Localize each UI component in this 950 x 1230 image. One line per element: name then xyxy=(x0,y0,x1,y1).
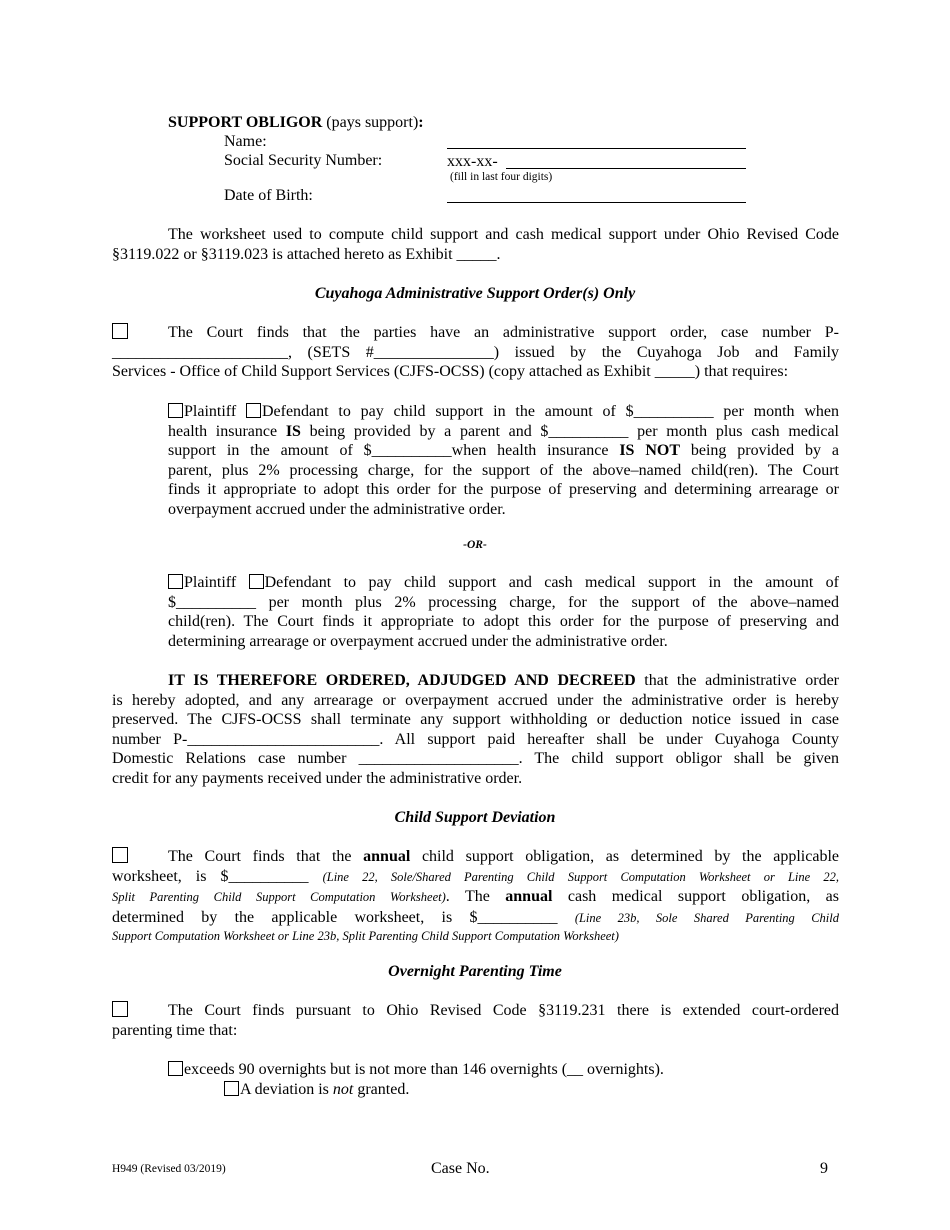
ssn-prefix: xxx-xx- xyxy=(447,153,498,170)
obligor-heading: SUPPORT OBLIGOR (pays support): xyxy=(168,114,424,131)
ssn-field[interactable] xyxy=(506,168,746,169)
option2-paragraph: Plaintiff Defendant to pay child support and cash medical support in the amount of $__________ per month plus 2% processing charge, for the support of the above–named child(ren). The Court finds it appropriate to adopt this order for the purpose of preserving and determining arrearage or overpayment accrued under the administrative order. xyxy=(168,574,840,650)
cuyahoga-heading: Cuyahoga Administrative Support Order(s) Only xyxy=(314,285,636,302)
ssn-hint: (fill in last four digits) xyxy=(450,171,553,183)
ordered-paragraph: IT IS THEREFORE ORDERED, ADJUDGED AND DECREED that the administrative order is hereby adopted, and any arrearage or overpayment accrued under the administrative order is hereby preserved. The CJFS-OCSS shall terminate any support withholding or deduction notice issued in case number P-________________________. All support paid hereafter shall be under Cuyahoga County Domestic Relations case number ____________________. The child support obligor shall be given credit for any payments received under the administrative order. xyxy=(112,672,840,787)
dob-label: Date of Birth: xyxy=(224,187,313,204)
worksheet-paragraph: The worksheet used to compute child support and cash medical support under Ohio Revised Code §3119.022 or §3119.023 is attached hereto as Exhibit _____. xyxy=(112,226,839,263)
deviation-not-granted-checkbox[interactable] xyxy=(224,1081,239,1096)
dob-field[interactable] xyxy=(447,202,746,203)
name-label: Name: xyxy=(224,133,267,150)
exceeds-90-option: exceeds 90 overnights but is not more than 146 overnights (__ overnights). xyxy=(168,1060,664,1079)
deviation-paragraph: The Court finds that the annual child support obligation, as determined by the applicable worksheet, is $__________ (Line 22, Sole/Shared Parenting Child Support Computation Worksheet or Line 22, Split Parenting Child Support Computation Worksheet). The annual cash medical support obligation, as determined by the applicable worksheet, is $__________ (Line 23b, Sole Shared Parenting Child Support Computation Worksheet or Line 23b, Split Parenting Child Support Computation Worksheet) xyxy=(112,848,839,944)
deviation-heading: Child Support Deviation xyxy=(394,809,556,826)
ssn-label: Social Security Number: xyxy=(224,152,383,169)
exceeds-90-checkbox[interactable] xyxy=(168,1061,183,1076)
or-separator: -OR- xyxy=(463,539,487,551)
case-no-label: Case No. xyxy=(431,1160,490,1177)
deviation-not-granted-option: A deviation is not granted. xyxy=(224,1080,409,1099)
option1-paragraph: Plaintiff Defendant to pay child support in the amount of $__________ per month when health insurance IS being provided by a parent and $__________ per month plus cash medical support in the amount of $__________when health insurance IS NOT being provided by a parent, plus 2% processing charge, for the support of the above–named child(ren). The Court finds it appropriate to adopt this order for the purpose of preserving and determining arrearage or overpayment accrued under the administrative order. xyxy=(168,403,840,518)
option2-defendant-checkbox[interactable] xyxy=(249,574,264,589)
admin-order-paragraph: The Court finds that the parties have an administrative support order, case number P- ______________________, (SETS #_______________) issued by the Cuyahoga Job and Family Services - Office of Child Support Services (CJFS-OCSS) (copy attached as Exhibit _____) that requires: xyxy=(112,324,839,381)
page-number: 9 xyxy=(820,1160,828,1177)
overnight-paragraph: The Court finds pursuant to Ohio Revised Code §3119.231 there is extended court-ordered parenting time that: xyxy=(112,1002,839,1039)
option1-plaintiff-checkbox[interactable] xyxy=(168,403,183,418)
overnight-heading: Overnight Parenting Time xyxy=(388,963,562,980)
name-field[interactable] xyxy=(447,148,746,149)
option2-plaintiff-checkbox[interactable] xyxy=(168,574,183,589)
option1-defendant-checkbox[interactable] xyxy=(246,403,261,418)
form-id: H949 (Revised 03/2019) xyxy=(112,1163,226,1175)
